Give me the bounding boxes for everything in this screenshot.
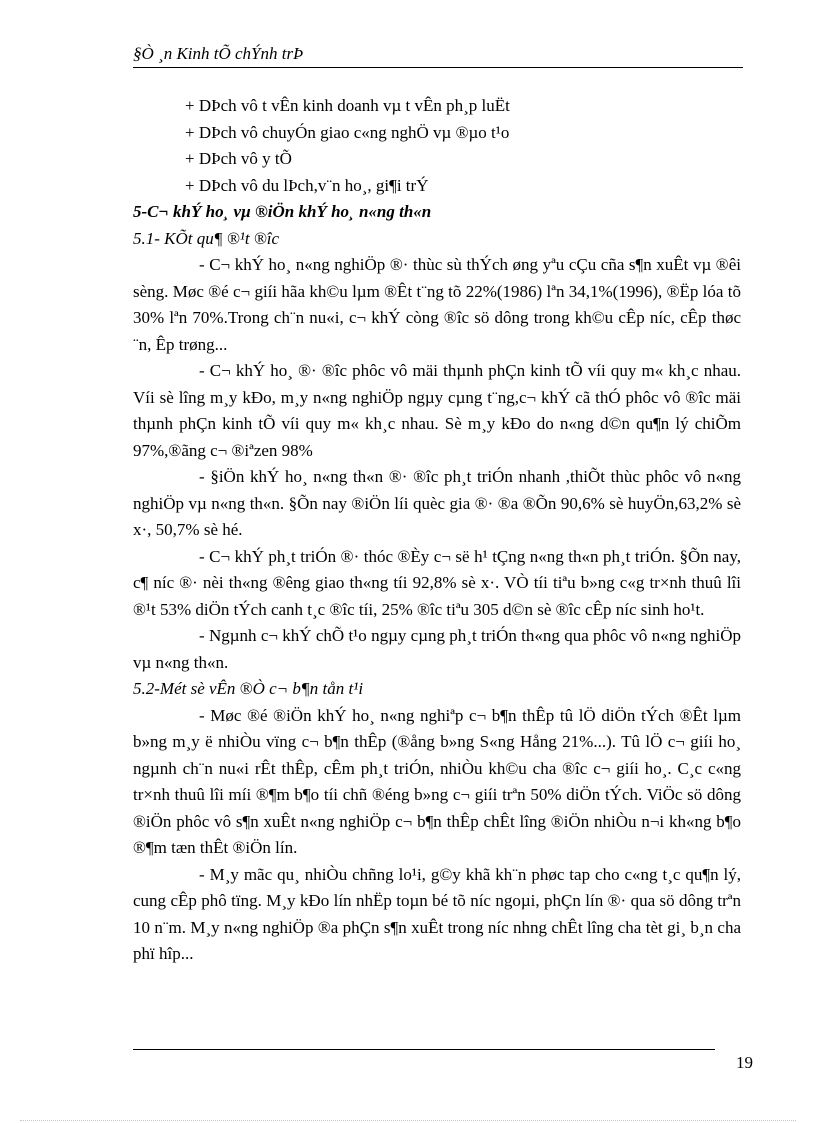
- section-heading: 5-C¬ khÝ ho¸ vµ ®iÖn khÝ ho¸ n«ng th«n: [133, 202, 432, 221]
- paragraph: - Ngµnh c¬ khÝ chÕ t¹o ngµy cµng ph¸t triÓn th«ng qua phôc vô n«ng nghiÖp vµ n«ng th«n.: [133, 626, 741, 672]
- paragraph: - C¬ khÝ ph¸t triÓn ®· thóc ®Èy c¬ së h¹ tÇng n«ng th«n ph¸t triÓn. §Õn nay, c¶ níc ®· nèi th«ng ®êng giao th«ng tíi 92,8% sè x·. VÒ tíi tiªu b»ng c«g tr×nh thuû lîi ®¹t 53% diÖn tÝch canh t¸c ®îc tíi, 25% ®îc tiªu 305 d©n sè ®îc cÊp níc sinh ho¹t.: [133, 546, 741, 619]
- page-header-title: §Ò ¸n Kinh tÕ chÝnh trÞ: [133, 44, 304, 63]
- subsection-heading: 5.1- KÕt qu¶ ®¹t ®îc: [133, 228, 280, 248]
- page-bottom-border: [20, 1120, 796, 1121]
- paragraph: - Møc ®é ®iÖn khÝ ho¸ n«ng nghiªp c¬ b¶n thÊp tû lÖ diÖn tÝch ®Êt lµm b»ng m¸y ë nhiÒu vïng c¬ b¶n thÊp (®ång b»ng S«ng Hång 21%...). Tû lÖ c¬ giíi ho¸ ngµnh ch¨n nu«i rÊt thÊp, cÊm ph¸t triÓn, nhiÒu kh©u cha ®îc c¬ giíi ho¸. C¸c c«ng tr×nh thuû lîi míi ®¶m b¶o tíi chñ ®éng b»ng c¬ giíi trªn 50% diÖn tÝch. ViÖc sö dông ®iÖn phôc vô s¶n xuÊt n«ng nghiÖp c¬ b¶n thÊp chÊt lîng ®iÖn nhiÒu n¬i kh«ng b¶o ®¶m tæn thÊt ®iÖn lín.: [133, 705, 741, 857]
- page-number: 19: [736, 1053, 753, 1072]
- bullet-item: + DÞch vô t vÊn kinh doanh vµ t vÊn ph¸p luËt: [185, 96, 510, 115]
- bullet-item: + DÞch vô y tÕ: [185, 149, 292, 168]
- paragraph: - §iÖn khÝ ho¸ n«ng th«n ®· ®îc ph¸t triÓn nhanh ,thiÕt thùc phôc vô n«ng nghiÖp vµ n«ng th«n. §Õn nay ®iÖn líi quèc gia ®· ®a ®Õn 90,6% sè huyÖn,63,2% sè x·, 50,7% sè hé.: [133, 467, 741, 539]
- bullet-item: + DÞch vô du lÞch,v¨n ho¸, gi¶i trÝ: [185, 175, 429, 195]
- bullet-item: + DÞch vô chuyÓn giao c«ng nghÖ vµ ®µo t¹o: [185, 122, 510, 142]
- header-divider: [133, 67, 743, 68]
- footer-divider: [133, 1049, 715, 1050]
- subsection-heading: 5.2-Mét sè vÊn ®Ò c¬ b¶n tån t¹i: [133, 679, 364, 698]
- paragraph: - C¬ khÝ ho¸ n«ng nghiÖp ®· thùc sù thÝch øng yªu cÇu cña s¶n xuÊt vµ ®êi sèng. Møc ®é c¬ giíi hãa kh©u lµm ®Êt t¨ng tõ 22%(1986) lªn 34,1%(1996), ®Ëp lóa tõ 30% lªn 70%.Trong ch¨n nu«i, c¬ khÝ còng ®îc sö dông trong kh©u cÊp níc, cÊp thøc ¨n, Êp trøng...: [133, 255, 741, 354]
- paragraph: - M¸y mãc qu¸ nhiÒu chñng lo¹i, g©y khã kh¨n phøc tap cho c«ng t¸c qu¶n lý, cung cÊp phô tïng. M¸y kÐo lín nhËp toµn bé tõ níc ngoµi, phÇn lín ®· qua sö dông trªn 10 n¨m. M¸y n«ng nghiÖp ®a phÇn s¶n xuÊt trong níc nhng chÊt lîng cha tèt gi¸ b¸n cha phï hîp...: [133, 864, 741, 963]
- document-body: [133, 93, 741, 968]
- paragraph: - C¬ khÝ ho¸ ®· ®îc phôc vô mäi thµnh phÇn kinh tÕ víi quy m« kh¸c nhau. Víi sè lîng m¸y kÐo, m¸y n«ng nghiÖp ngµy cµng t¨ng,c¬ khÝ cã thÓ phôc vô ®îc mäi thµnh phÇn kinh tÕ víi quy m« kh¸c nhau. Sè m¸y kÐo do n«ng d©n qu¶n lý chiÕm 97%,®ãng c¬ ®iªzen 98%: [133, 361, 741, 460]
